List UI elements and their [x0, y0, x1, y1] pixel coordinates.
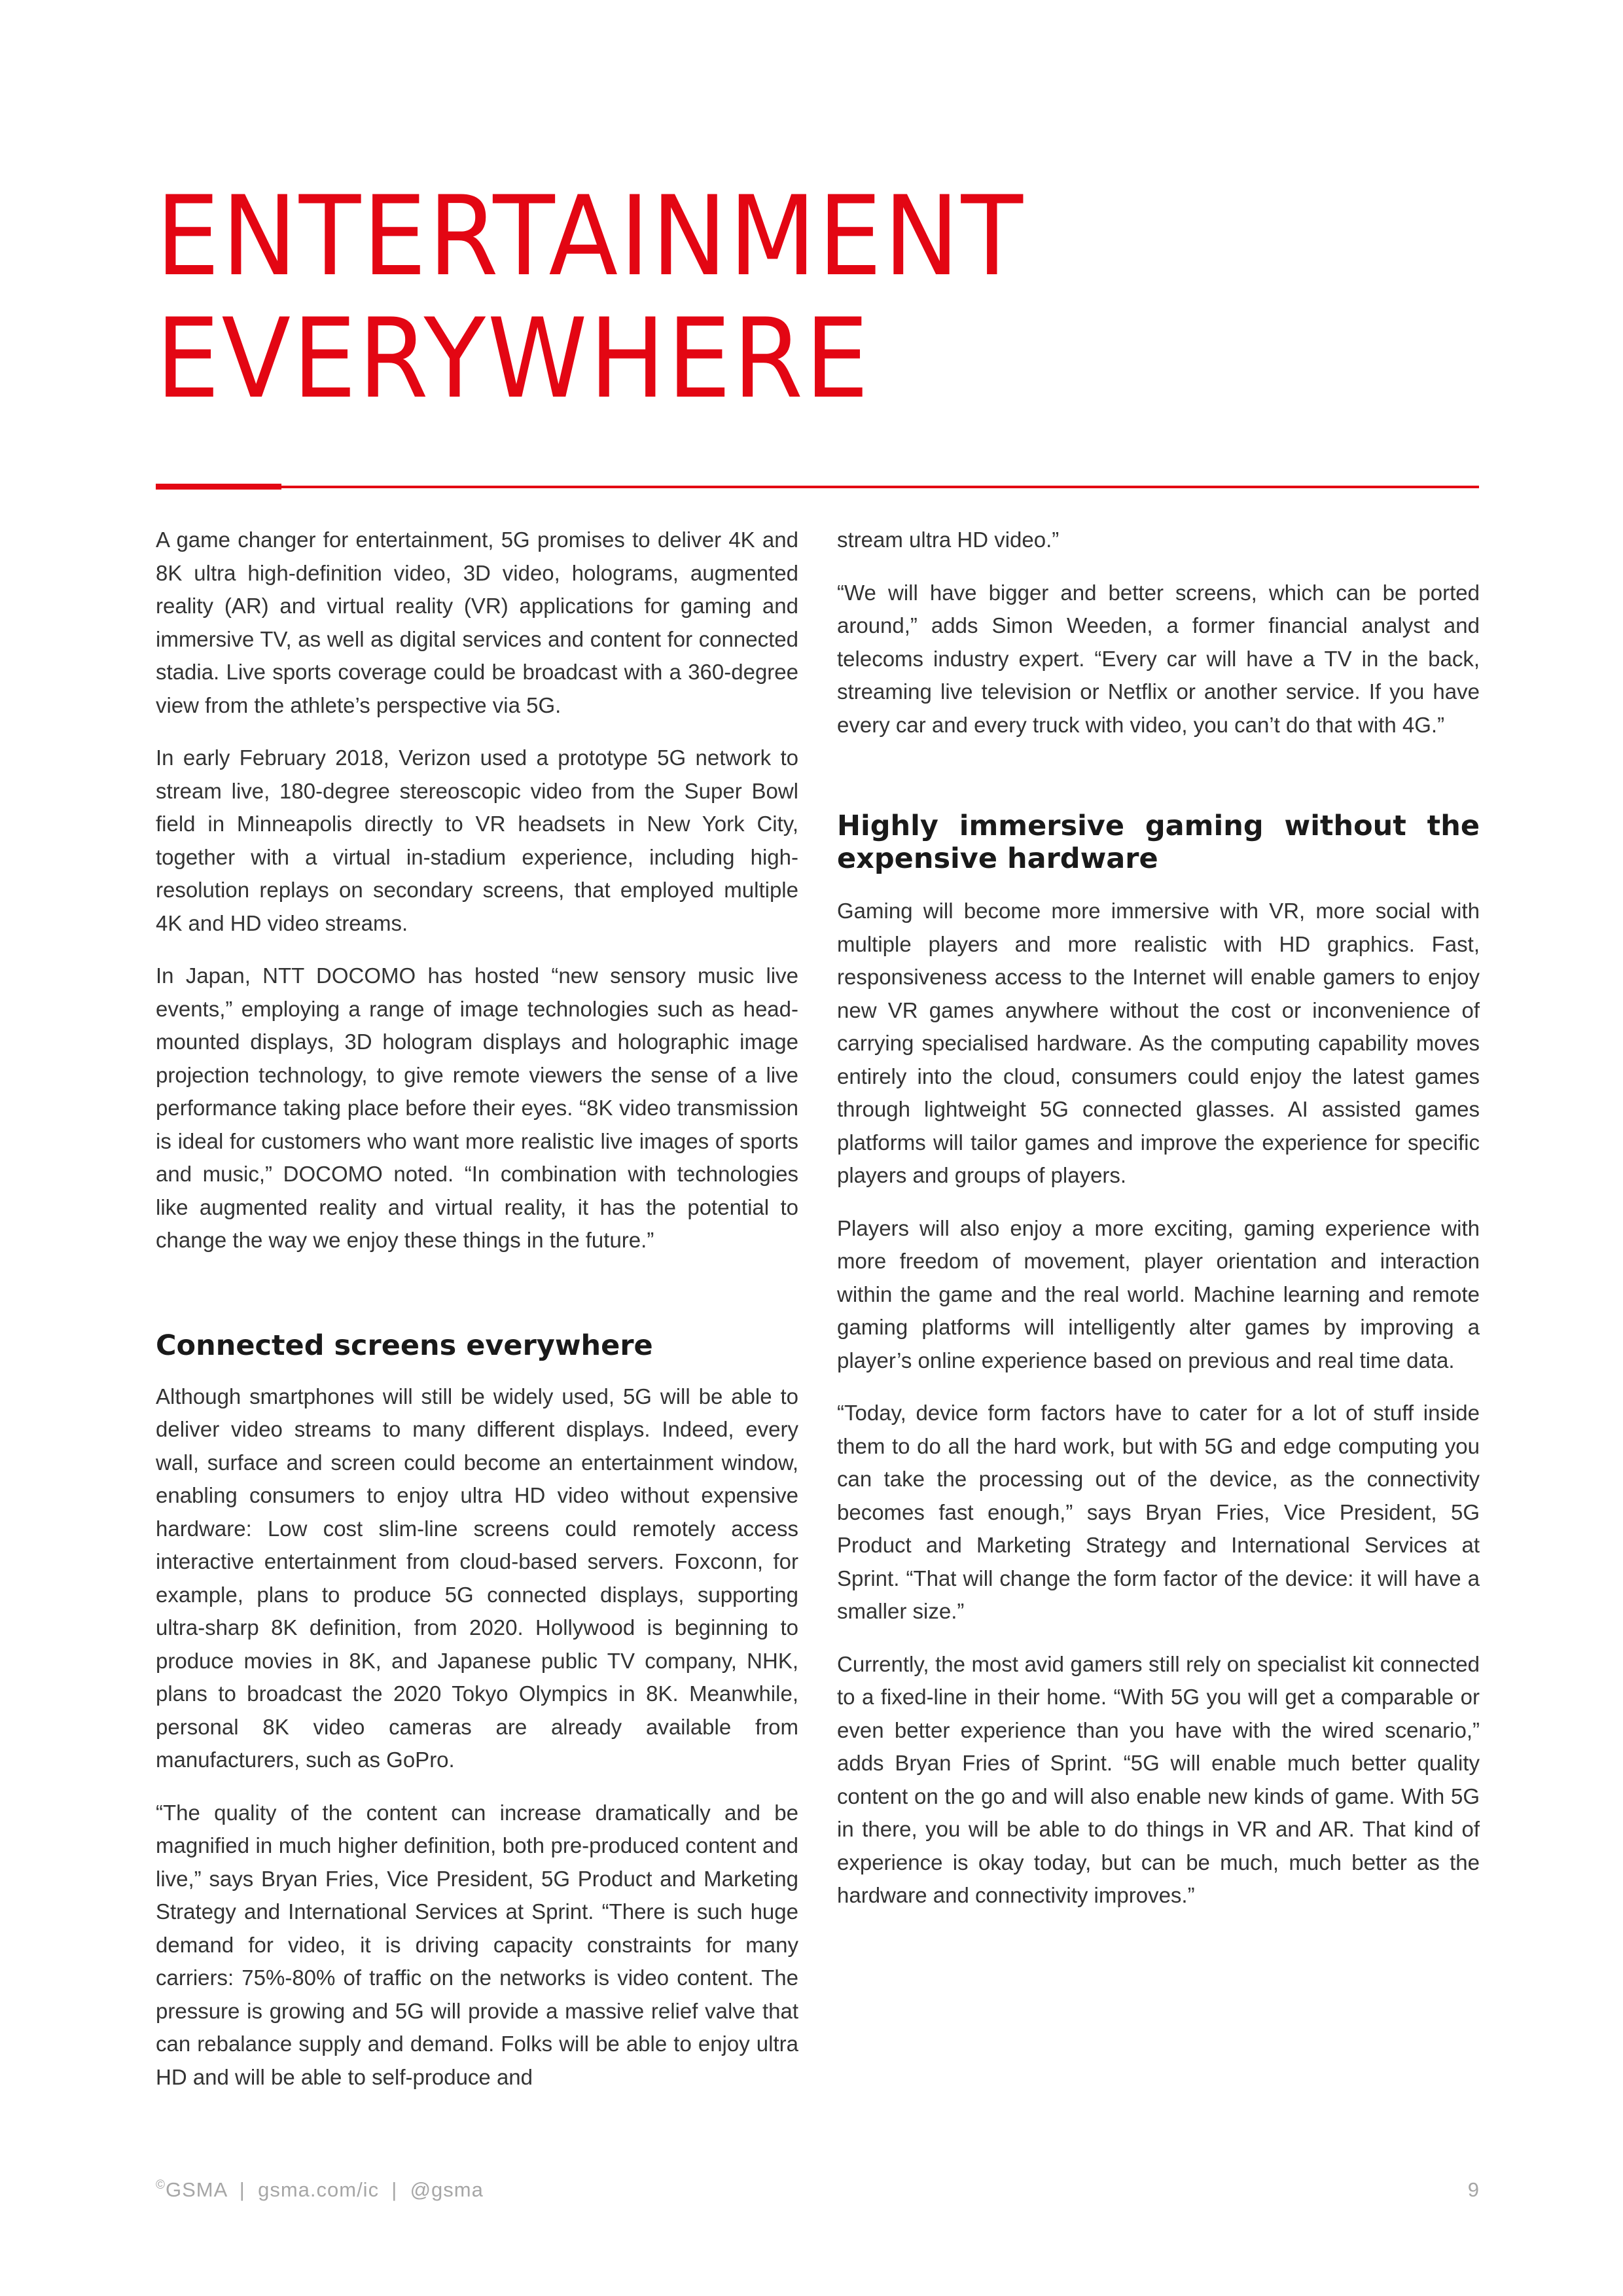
- page-number: 9: [1467, 2178, 1479, 2201]
- paragraph: Gaming will become more immersive with VR, more social with multiple players and more realistic with HD graphics. Fast, responsiveness access to the Internet will enable gamers to enjoy new VR games anywhere without the cost or inconvenience of carrying specialised hardware. As the computing capability moves entirely into the cloud, consumers could enjoy the latest games through lightweight 5G connected glasses. AI assisted games platforms will tailor games and improve the experience for specific players and groups of players.: [837, 899, 1480, 1187]
- page-title: [156, 172, 1025, 423]
- paragraph: “We will have bigger and better screens, which can be ported around,” adds Simon Weeden, a former financial analyst and telecoms industry expert. “Every car will have a TV in the back, streaming live television or Netflix or another service. If you have every car and every truck with video, you can’t do that with 4G.”: [837, 580, 1480, 737]
- page-title-line-1: ENTERTAINMENT: [156, 172, 1025, 300]
- paragraph: Although smartphones will still be widely used, 5G will be able to deliver video streams to many different displays. Indeed, every wall, surface and screen could become an entertainment window, enabling consumers to enjoy ultra HD video without expensive hardware: Low cost slim-line screens could remotely access interactive entertainment from cloud-based servers. Foxconn, for example, plans to produce 5G connected displays, supporting ultra-sharp 8K definition, from 2020. Hollywood is beginning to produce movies in 8K, and Japanese public TV company, NHK, plans to broadcast the 2020 Tokyo Olympics in 8K. Meanwhile, personal 8K video cameras are already available from manufacturers, such as GoPro.: [156, 1384, 798, 1772]
- paragraph: “The quality of the content can increase dramatically and be magnified in much higher definition, both pre-produced content and live,” says Bryan Fries, Vice President, 5G Product and Marketing Strategy and International Services at Sprint. “There is such huge demand for video, it is driving capacity constraints for many carriers: 75%-80% of traffic on the networks is video content. The pressure is growing and 5G will provide a massive relief valve that can rebalance supply and demand. Folks will be able to enjoy ultra HD and will be able to self-produce and: [156, 1800, 798, 2089]
- paragraph: A game changer for entertainment, 5G promises to deliver 4K and 8K ultra high-definition video, 3D video, holograms, augmented reality (AR) and virtual reality (VR) applications for gaming and immersive TV, as well as digital services and content for connected stadia. Live sports coverage could be broadcast with a 360-degree view from the athlete’s perspective via 5G.: [156, 528, 798, 717]
- heading-line-2: expensive hardware: [837, 842, 1158, 875]
- title-divider: [156, 486, 1479, 488]
- paragraph: Currently, the most avid gamers still rely on specialist kit connected to a fixed-line in their home. “With 5G you will get a comparable or even better experience than you have with the wired scenario,” adds Bryan Fries of Sprint. “5G will enable much better quality content on the go and will also enable new kinds of game. With 5G in there, you will be able to do things in VR and AR. That kind of experience is okay today, but can be much, much better as the hardware and connectivity improves.”: [837, 1651, 1480, 1907]
- paragraph: In Japan, NTT DOCOMO has hosted “new sensory music live events,” employing a range of image technologies such as head-mounted displays, 3D hologram displays and holographic image projection technology, to give remote viewers the sense of a live performance taking place before their eyes. “8K video transmission is ideal for customers who want more realistic live images of sports and music,” DOCOMO noted. “In combination with technologies like augmented reality and virtual reality, it has the potential to change the way we enjoy these things in the future.”: [156, 963, 798, 1252]
- left-column: [156, 524, 798, 2113]
- section-heading-connected-screens: Connected screens everywhere: [156, 1329, 653, 1362]
- paragraph: stream ultra HD video.”: [837, 528, 1060, 552]
- footer: [156, 2178, 484, 2202]
- paragraph: Players will also enjoy a more exciting, gaming experience with more freedom of movement, player orientation and interaction within the game and the real world. Machine learning and remote gaming platforms will intelligently alter games by improving a player’s online experience based on previous and real time data.: [837, 1215, 1480, 1372]
- paragraph: “Today, device form factors have to cater for a lot of stuff inside them to do all the hard work, but with 5G and edge computing you can take the processing out of the device, as the connectivity becomes fast enough,” says Bryan Fries, Vice President, 5G Product and Marketing Strategy and International Services at Sprint. “That will change the form factor of the device: it will have a smaller size.”: [837, 1401, 1480, 1623]
- page-title-line-2: EVERYWHERE: [156, 295, 871, 423]
- heading-line-1: Highly immersive gaming without the: [837, 810, 1480, 842]
- copyright-symbol: ©: [156, 2178, 166, 2192]
- footer-text: GSMA | gsma.com/ic | @gsma: [166, 2178, 484, 2201]
- paragraph: In early February 2018, Verizon used a prototype 5G network to stream live, 180-degree stereoscopic video from the Super Bowl field in Minneapolis directly to VR headsets in New York City, together with a virtual in-stadium experience, including high-resolution replays on secondary screens, that employed multiple 4K and HD video streams.: [156, 745, 798, 935]
- title-divider-accent: [156, 484, 281, 490]
- right-column: [837, 524, 1480, 1932]
- section-heading-immersive-gaming: [837, 810, 1480, 875]
